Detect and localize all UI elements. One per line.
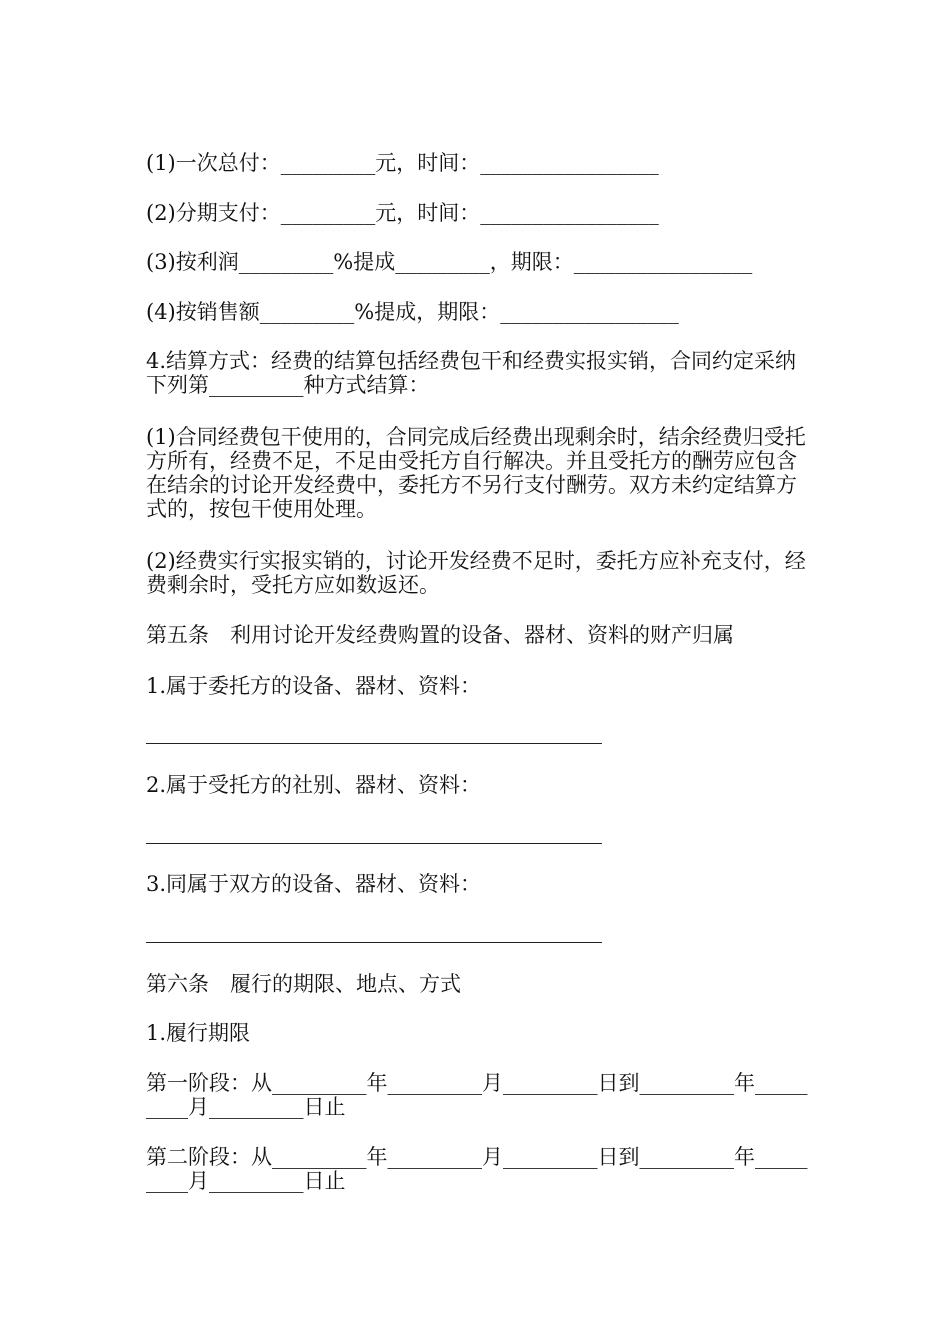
blank-line-3: [146, 942, 602, 943]
article-5-item-2: 2.属于受托方的社别、器材、资料：: [146, 773, 482, 797]
payment-option-profit-share: (3)按利润_________%提成_________，期限：_________________: [146, 250, 753, 274]
article-6-item-1: 1.履行期限: [146, 1021, 251, 1045]
article-5-item-1: 1.属于委托方的设备、器材、资料：: [146, 674, 482, 698]
payment-option-lump-sum: (1)一次总付：_________元，时间：_________________: [146, 151, 659, 175]
payment-option-sales-share: (4)按销售额_________%提成，期限：_________________: [146, 300, 679, 324]
payment-option-installments: (2)分期支付：_________元，时间：_________________: [146, 201, 659, 225]
settlement-lump-sum-paragraph: (1)合同经费包干使用的，合同完成后经费出现剩余时，结余经费归受托方所有，经费不足，不足由受托方自行解决。并且受托方的酬劳应包含在结余的讨论开发经费中，委托方不另行支付酬劳。双方未约定结算方式的，按包干使用处理。: [146, 425, 806, 521]
stage-2-period: 第二阶段：从_________年_________月_________日到_________年_________月_________日止: [146, 1145, 808, 1193]
article-5-item-3: 3.同属于双方的设备、器材、资料：: [146, 872, 482, 896]
blank-line-1: [146, 743, 602, 744]
stage-1-period: 第一阶段：从_________年_________月_________日到_________年_________月_________日止: [146, 1071, 808, 1119]
blank-line-2: [146, 843, 602, 844]
article-5-heading: 第五条 利用讨论开发经费购置的设备、器材、资料的财产归属: [146, 623, 734, 647]
settlement-method-paragraph: 4.结算方式：经费的结算包括经费包干和经费实报实销，合同约定采纳下列第_________种方式结算：: [146, 349, 797, 397]
article-6-heading: 第六条 履行的期限、地点、方式: [146, 972, 461, 996]
settlement-actual-cost-paragraph: (2)经费实行实报实销的，讨论开发经费不足时，委托方应补充支付，经费剩余时，受托方应如数返还。: [146, 549, 806, 597]
